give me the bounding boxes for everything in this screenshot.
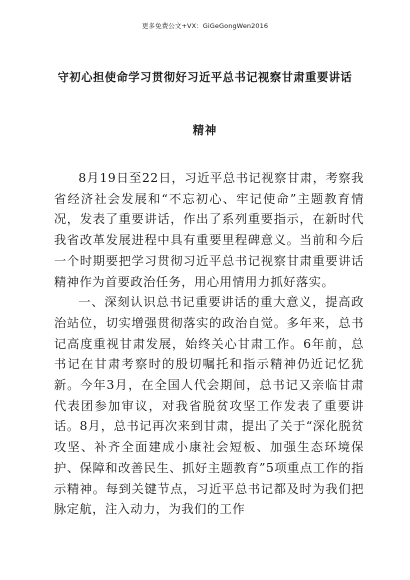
document-body (54, 168, 364, 520)
paragraph-section-one: 一、深刻认识总书记重要讲话的重大意义，提高政治站位，切实增强贯彻落实的政治自觉。多年来，总书记高度重视甘肃发展，始终关心甘肃工作。6年前，总书记在甘肃考察时的殷切嘱托和指示精神仍近记忆犹新。今年3月，在全国人代会期间，总书记又亲临甘肃代表团参加审议，对我省脱贫攻坚工作发表了重要讲话。8月，总书记再次来到甘肃，提出了关于“深化脱贫攻坚、补齐全面建成小康社会短板、加强生态环境保护、保障和改善民生、抓好主题教育”5项重点工作的指示精神。每到关键节点，习近平总书记都及时为我们把脉定航，注入动力，为我们的工作 (54, 295, 364, 517)
header-note: 更多免费公文+VX：GiGeGongWen2016 (141, 22, 269, 30)
document-subtitle: 精神 (192, 124, 218, 137)
document-title: 守初心担使命学习贯彻好习近平总书记视察甘肃重要讲话 (57, 71, 353, 84)
paragraph-intro: 8月19日至22日，习近平总书记视察甘肃，考察我省经济社会发展和“不忘初心、牢记使命”主题教育情况，发表了重要讲话，作出了系列重要指示，在新时代我省改革发展进程中具有重要里程碑意义。当前和今后一个时期要把学习贯彻习近平总书记视察甘肃重要讲话精神作为首要政治任务，用心用情用力抓好落实。 (54, 171, 364, 289)
